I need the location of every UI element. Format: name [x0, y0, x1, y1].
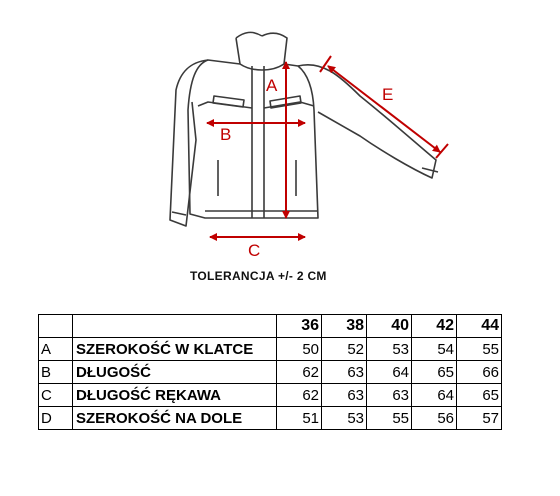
row-code: A	[39, 338, 73, 361]
row-value: 50	[277, 338, 322, 361]
measurement-arrows	[207, 56, 448, 237]
table-row	[39, 361, 502, 384]
row-value: 65	[457, 384, 502, 407]
header-empty-cell	[39, 315, 73, 338]
size-header: 44	[457, 315, 502, 338]
row-value: 55	[367, 407, 412, 430]
row-value: 64	[367, 361, 412, 384]
row-label: DŁUGOŚĆ RĘKAWA	[73, 384, 277, 407]
row-value: 63	[322, 384, 367, 407]
measure-e-line	[328, 66, 440, 152]
size-header: 40	[367, 315, 412, 338]
row-code: B	[39, 361, 73, 384]
row-value: 53	[367, 338, 412, 361]
size-header: 38	[322, 315, 367, 338]
row-value: 55	[457, 338, 502, 361]
measure-b-label: B	[220, 125, 232, 144]
size-header: 36	[277, 315, 322, 338]
row-value: 51	[277, 407, 322, 430]
row-value: 52	[322, 338, 367, 361]
row-label: DŁUGOŚĆ	[73, 361, 277, 384]
tolerance-note: TOLERANCJA +/- 2 CM	[190, 269, 327, 283]
row-value: 53	[322, 407, 367, 430]
row-value: 56	[412, 407, 457, 430]
row-value: 62	[277, 384, 322, 407]
row-value: 63	[367, 384, 412, 407]
row-value: 63	[322, 361, 367, 384]
measure-a-label: A	[266, 76, 278, 95]
size-header-row	[39, 315, 502, 338]
table-row	[39, 338, 502, 361]
measure-e-tick-start	[320, 56, 331, 72]
row-value: 66	[457, 361, 502, 384]
size-header: 42	[412, 315, 457, 338]
table-row	[39, 384, 502, 407]
row-value: 64	[412, 384, 457, 407]
row-label: SZEROKOŚĆ W KLATCE	[73, 338, 277, 361]
row-value: 65	[412, 361, 457, 384]
row-label: SZEROKOŚĆ NA DOLE	[73, 407, 277, 430]
row-value: 57	[457, 407, 502, 430]
row-code: D	[39, 407, 73, 430]
row-value: 54	[412, 338, 457, 361]
row-code: C	[39, 384, 73, 407]
measure-e-label: E	[382, 85, 394, 104]
table-row	[39, 407, 502, 430]
measure-c-label: C	[248, 241, 261, 260]
jacket-outline	[170, 32, 438, 226]
header-empty-label-cell	[73, 315, 277, 338]
size-table	[38, 314, 502, 430]
row-value: 62	[277, 361, 322, 384]
